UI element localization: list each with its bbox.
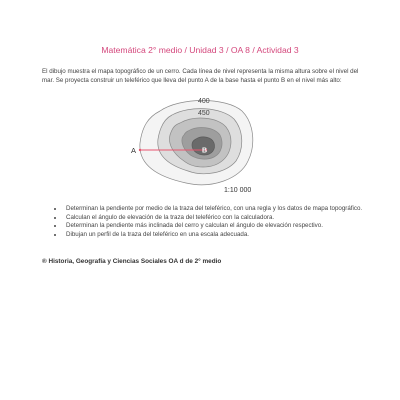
point-b-label: B [202, 147, 208, 155]
page-title: Matemática 2° medio / Unidad 3 / OA 8 / Actividad 3 [101, 45, 299, 55]
list-item: • Dibujan un perfil de la traza del teleférico en una escala adecuada. [64, 231, 376, 239]
list-item: • Determinan la pendiente más inclinada del cerro y calculan el ángulo de elevación respectivo. [64, 222, 376, 230]
activity-list [52, 205, 376, 239]
intro-paragraph: El dibujo muestra el mapa topográfico de un cerro. Cada línea de nivel representa la misma altura sobre el nivel del mar. Se proyecta construir un teleférico que lleva del punto A de la base hasta el punto B en el nivel más alto: [42, 68, 359, 85]
point-a-label: A [131, 146, 137, 155]
list-item: • Calculan el ángulo de elevación de la traza del teleférico con la calculadora. [64, 214, 376, 222]
topographic-map [118, 93, 278, 198]
label-400: 400 [198, 98, 210, 105]
point-a-marker [139, 149, 141, 151]
label-450: 450 [198, 110, 210, 117]
map-scale: 1:10 000 [224, 187, 252, 194]
list-item: • Determinan la pendiente por medio de la traza del teleférico, con una regla y los datos de mapa topográfico. [64, 205, 376, 213]
footer-reference: ® Historia, Geografía y Ciencias Sociales OA d de 2° medio [42, 258, 222, 265]
